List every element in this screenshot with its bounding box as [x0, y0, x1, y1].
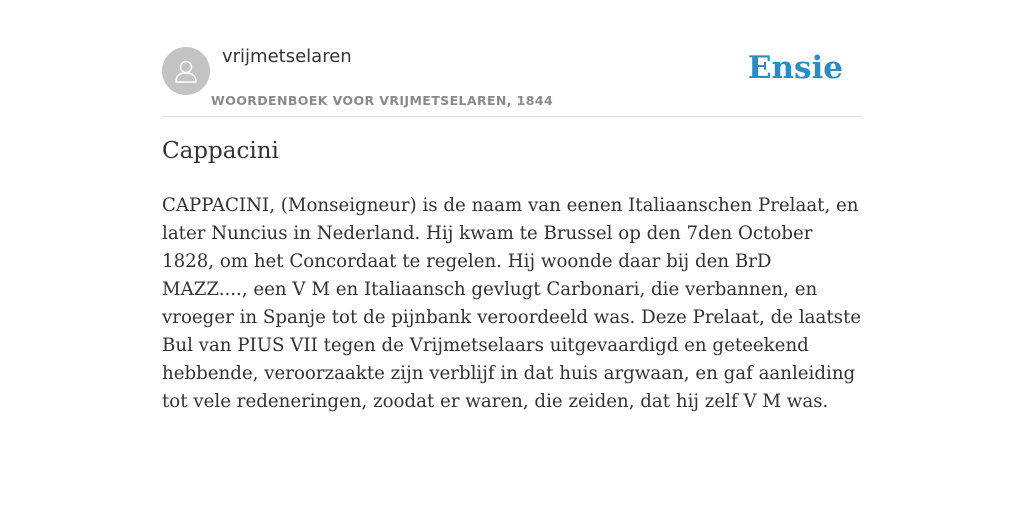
page-title: Cappacini [162, 138, 279, 164]
article-text: CAPPACINI, (Monseigneur) is de naam van eenen Italiaanschen Prelaat, en later Nuncius in Nederland. Hij kwam te Brussel op den 7den October 1828, om het Concordaat te regelen. Hij woonde daar bij den BrD MAZZ...., een V M en Italiaansch gevlugt Carbonari, die verbannen, en vroeger in Spanje tot de pijnbank veroordeeld was. Deze Prelaat, de laatste Bul van PIUS VII tegen de Vrijmetselaars uitgevaardigd en geteekend hebbende, veroorzaakte zijn verblijf in dat huis argwaan, en gaf aanleiding tot vele redeneringen, zoodat er waren, die zeiden, dat hij zelf V M was. [162, 195, 862, 412]
username[interactable]: vrijmetselaren [222, 46, 352, 67]
user-icon [171, 56, 201, 86]
brand-logo[interactable]: Ensie [747, 50, 843, 86]
source-label[interactable]: WOORDENBOEK VOOR VRIJMETSELAREN, 1844 [211, 93, 554, 108]
header [162, 40, 862, 117]
avatar[interactable] [162, 47, 210, 95]
